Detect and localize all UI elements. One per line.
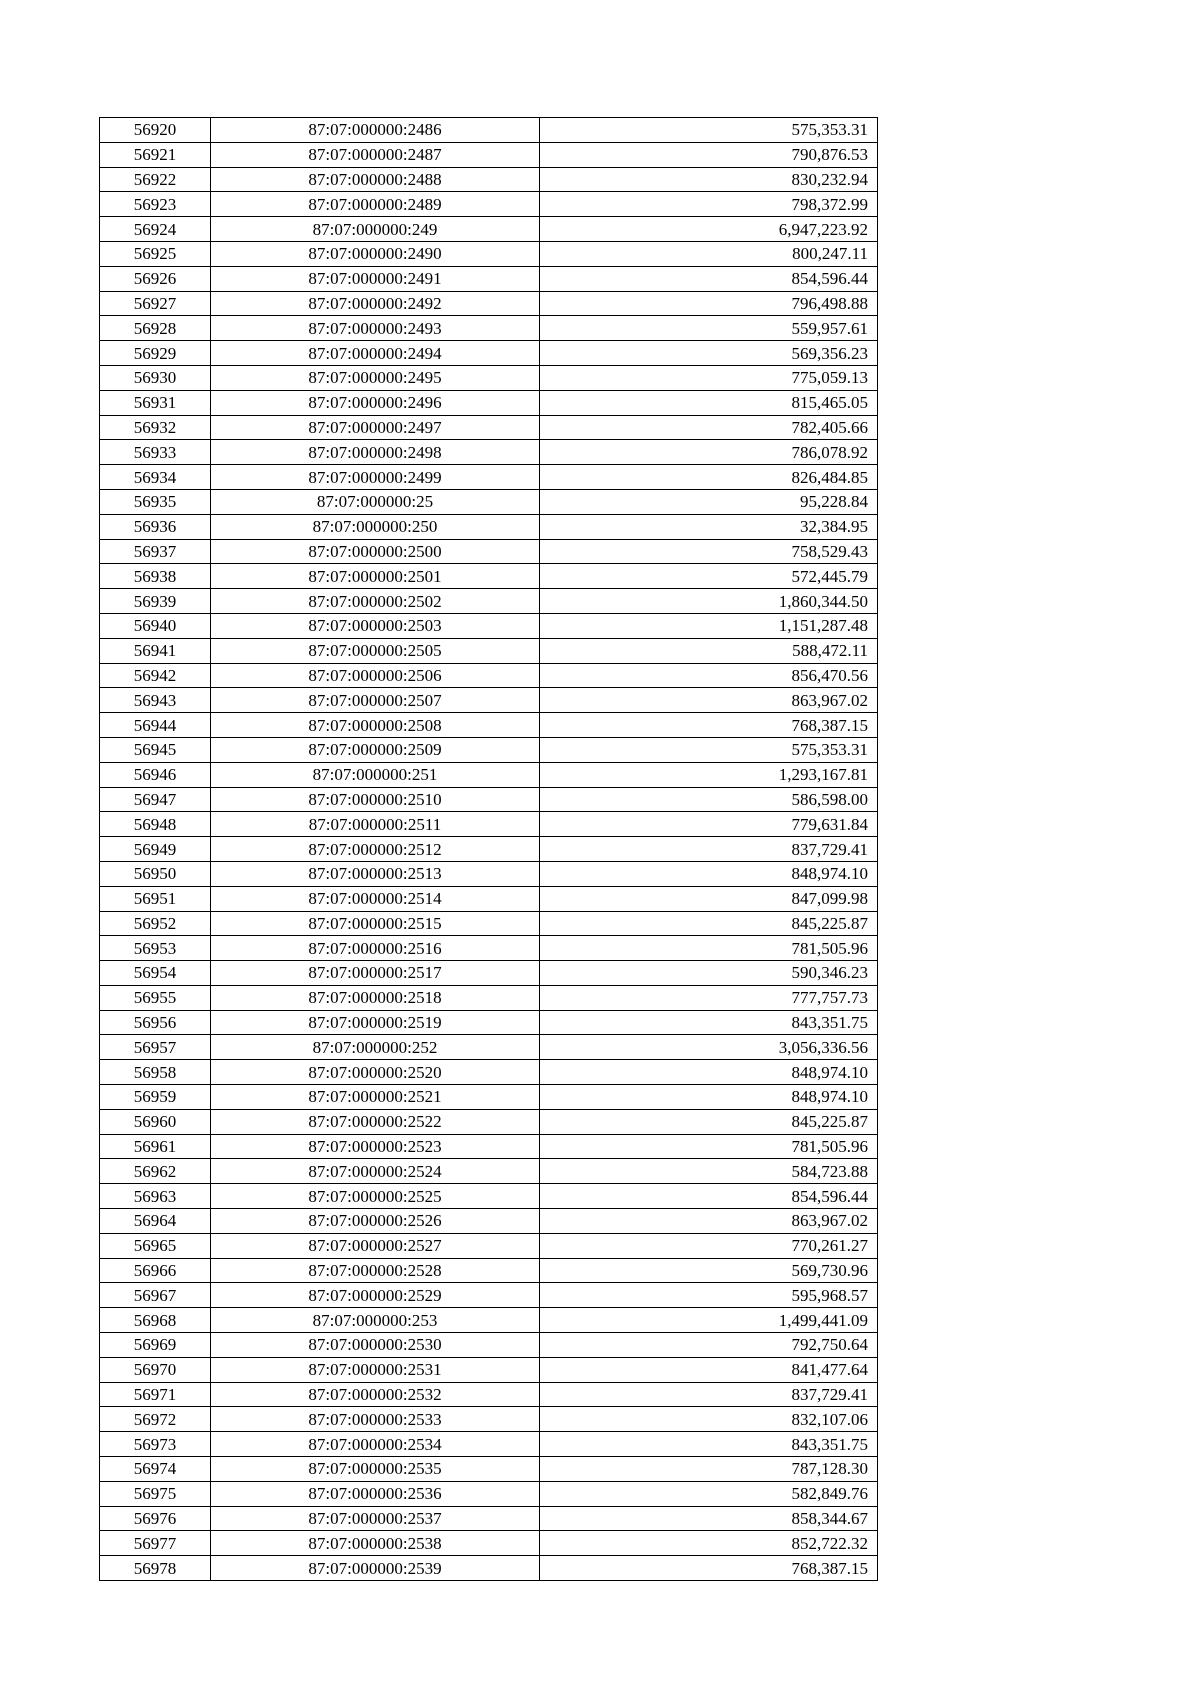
- cadastral-value-cell: 826,484.85: [540, 465, 878, 490]
- cadastral-number-cell: 87:07:000000:2488: [211, 167, 540, 192]
- table-row: [100, 1283, 878, 1308]
- table-row: [100, 1085, 878, 1110]
- table-row: [100, 589, 878, 614]
- row-number-cell: 56928: [100, 316, 211, 341]
- cadastral-value-cell: 837,729.41: [540, 1382, 878, 1407]
- cadastral-value-cell: 768,387.15: [540, 1556, 878, 1581]
- cadastral-value-cell: 863,967.02: [540, 1209, 878, 1234]
- table-row: [100, 1184, 878, 1209]
- table-row: [100, 564, 878, 589]
- cadastral-number-cell: 87:07:000000:253: [211, 1308, 540, 1333]
- cadastral-value-cell: 782,405.66: [540, 415, 878, 440]
- cadastral-number-cell: 87:07:000000:2526: [211, 1209, 540, 1234]
- cadastral-number-cell: 87:07:000000:2538: [211, 1531, 540, 1556]
- table-row: [100, 1407, 878, 1432]
- cadastral-number-cell: 87:07:000000:2487: [211, 142, 540, 167]
- cadastral-value-cell: 575,353.31: [540, 737, 878, 762]
- table-row: [100, 415, 878, 440]
- cadastral-value-cell: 586,598.00: [540, 787, 878, 812]
- table-row: [100, 1060, 878, 1085]
- row-number-cell: 56934: [100, 465, 211, 490]
- table-row: [100, 837, 878, 862]
- cadastral-number-cell: 87:07:000000:251: [211, 762, 540, 787]
- row-number-cell: 56961: [100, 1134, 211, 1159]
- cadastral-number-cell: 87:07:000000:250: [211, 514, 540, 539]
- cadastral-value-cell: 1,860,344.50: [540, 589, 878, 614]
- cadastral-value-cell: 1,293,167.81: [540, 762, 878, 787]
- cadastral-value-cell: 559,957.61: [540, 316, 878, 341]
- cadastral-number-cell: 87:07:000000:2523: [211, 1134, 540, 1159]
- cadastral-value-cell: 588,472.11: [540, 638, 878, 663]
- table-row: [100, 192, 878, 217]
- table-row: [100, 489, 878, 514]
- cadastral-number-cell: 87:07:000000:2529: [211, 1283, 540, 1308]
- table-body: [100, 118, 878, 1581]
- cadastral-value-cell: 787,128.30: [540, 1457, 878, 1482]
- cadastral-number-cell: 87:07:000000:252: [211, 1035, 540, 1060]
- table-row: [100, 1233, 878, 1258]
- row-number-cell: 56972: [100, 1407, 211, 1432]
- row-number-cell: 56927: [100, 291, 211, 316]
- row-number-cell: 56922: [100, 167, 211, 192]
- cadastral-value-cell: 770,261.27: [540, 1233, 878, 1258]
- row-number-cell: 56924: [100, 217, 211, 242]
- table-row: [100, 1035, 878, 1060]
- cadastral-value-cell: 863,967.02: [540, 688, 878, 713]
- cadastral-number-cell: 87:07:000000:2493: [211, 316, 540, 341]
- cadastral-number-cell: 87:07:000000:2497: [211, 415, 540, 440]
- table-row: [100, 440, 878, 465]
- table-row: [100, 1308, 878, 1333]
- cadastral-value-cell: 569,356.23: [540, 341, 878, 366]
- cadastral-value-cell: 582,849.76: [540, 1481, 878, 1506]
- table-row: [100, 985, 878, 1010]
- cadastral-value-cell: 32,384.95: [540, 514, 878, 539]
- row-number-cell: 56940: [100, 613, 211, 638]
- table-row: [100, 514, 878, 539]
- cadastral-value-cell: 1,151,287.48: [540, 613, 878, 638]
- cadastral-value-cell: 790,876.53: [540, 142, 878, 167]
- table-row: [100, 1357, 878, 1382]
- cadastral-value-cell: 843,351.75: [540, 1010, 878, 1035]
- table-row: [100, 1432, 878, 1457]
- cadastral-number-cell: 87:07:000000:2499: [211, 465, 540, 490]
- row-number-cell: 56931: [100, 390, 211, 415]
- row-number-cell: 56978: [100, 1556, 211, 1581]
- cadastral-number-cell: 87:07:000000:2515: [211, 911, 540, 936]
- cadastral-value-cell: 779,631.84: [540, 812, 878, 837]
- row-number-cell: 56951: [100, 886, 211, 911]
- cadastral-number-cell: 87:07:000000:2539: [211, 1556, 540, 1581]
- cadastral-number-cell: 87:07:000000:2500: [211, 539, 540, 564]
- cadastral-value-cell: 786,078.92: [540, 440, 878, 465]
- cadastral-value-cell: 798,372.99: [540, 192, 878, 217]
- cadastral-value-cell: 800,247.11: [540, 241, 878, 266]
- row-number-cell: 56920: [100, 118, 211, 143]
- row-number-cell: 56949: [100, 837, 211, 862]
- table-row: [100, 713, 878, 738]
- table-row: [100, 961, 878, 986]
- cadastral-value-cell: 830,232.94: [540, 167, 878, 192]
- cadastral-number-cell: 87:07:000000:2496: [211, 390, 540, 415]
- cadastral-value-cell: 584,723.88: [540, 1159, 878, 1184]
- row-number-cell: 56957: [100, 1035, 211, 1060]
- row-number-cell: 56947: [100, 787, 211, 812]
- cadastral-number-cell: 87:07:000000:2509: [211, 737, 540, 762]
- table-row: [100, 737, 878, 762]
- cadastral-value-cell: 575,353.31: [540, 118, 878, 143]
- row-number-cell: 56923: [100, 192, 211, 217]
- row-number-cell: 56946: [100, 762, 211, 787]
- table-row: [100, 787, 878, 812]
- row-number-cell: 56977: [100, 1531, 211, 1556]
- cadastral-value-cell: 848,974.10: [540, 861, 878, 886]
- table-row: [100, 1258, 878, 1283]
- row-number-cell: 56937: [100, 539, 211, 564]
- cadastral-number-cell: 87:07:000000:2534: [211, 1432, 540, 1457]
- cadastral-value-cell: 837,729.41: [540, 837, 878, 862]
- cadastral-value-cell: 781,505.96: [540, 936, 878, 961]
- table-row: [100, 638, 878, 663]
- row-number-cell: 56933: [100, 440, 211, 465]
- row-number-cell: 56952: [100, 911, 211, 936]
- cadastral-number-cell: 87:07:000000:249: [211, 217, 540, 242]
- cadastral-number-cell: 87:07:000000:2530: [211, 1333, 540, 1358]
- row-number-cell: 56962: [100, 1159, 211, 1184]
- cadastral-number-cell: 87:07:000000:2535: [211, 1457, 540, 1482]
- cadastral-value-cell: 3,056,336.56: [540, 1035, 878, 1060]
- cadastral-value-cell: 95,228.84: [540, 489, 878, 514]
- row-number-cell: 56925: [100, 241, 211, 266]
- cadastral-number-cell: 87:07:000000:2507: [211, 688, 540, 713]
- cadastral-number-cell: 87:07:000000:2532: [211, 1382, 540, 1407]
- row-number-cell: 56942: [100, 663, 211, 688]
- cadastral-value-cell: 848,974.10: [540, 1085, 878, 1110]
- row-number-cell: 56944: [100, 713, 211, 738]
- row-number-cell: 56921: [100, 142, 211, 167]
- row-number-cell: 56976: [100, 1506, 211, 1531]
- row-number-cell: 56955: [100, 985, 211, 1010]
- cadastral-value-cell: 572,445.79: [540, 564, 878, 589]
- table-row: [100, 142, 878, 167]
- cadastral-number-cell: 87:07:000000:2516: [211, 936, 540, 961]
- cadastral-value-cell: 569,730.96: [540, 1258, 878, 1283]
- cadastral-number-cell: 87:07:000000:2492: [211, 291, 540, 316]
- table-row: [100, 291, 878, 316]
- row-number-cell: 56967: [100, 1283, 211, 1308]
- cadastral-value-cell: 845,225.87: [540, 1109, 878, 1134]
- row-number-cell: 56964: [100, 1209, 211, 1234]
- row-number-cell: 56948: [100, 812, 211, 837]
- row-number-cell: 56960: [100, 1109, 211, 1134]
- cadastral-number-cell: 87:07:000000:2520: [211, 1060, 540, 1085]
- cadastral-value-cell: 858,344.67: [540, 1506, 878, 1531]
- row-number-cell: 56953: [100, 936, 211, 961]
- table-row: [100, 1506, 878, 1531]
- row-number-cell: 56973: [100, 1432, 211, 1457]
- cadastral-value-cell: 775,059.13: [540, 365, 878, 390]
- row-number-cell: 56965: [100, 1233, 211, 1258]
- row-number-cell: 56930: [100, 365, 211, 390]
- row-number-cell: 56968: [100, 1308, 211, 1333]
- cadastral-number-cell: 87:07:000000:2489: [211, 192, 540, 217]
- cadastral-number-cell: 87:07:000000:2514: [211, 886, 540, 911]
- cadastral-number-cell: 87:07:000000:2490: [211, 241, 540, 266]
- cadastral-value-cell: 595,968.57: [540, 1283, 878, 1308]
- cadastral-number-cell: 87:07:000000:2511: [211, 812, 540, 837]
- cadastral-value-cell: 758,529.43: [540, 539, 878, 564]
- table-row: [100, 1159, 878, 1184]
- cadastral-number-cell: 87:07:000000:2510: [211, 787, 540, 812]
- row-number-cell: 56939: [100, 589, 211, 614]
- cadastral-number-cell: 87:07:000000:2498: [211, 440, 540, 465]
- cadastral-number-cell: 87:07:000000:2528: [211, 1258, 540, 1283]
- cadastral-value-cell: 1,499,441.09: [540, 1308, 878, 1333]
- cadastral-number-cell: 87:07:000000:2521: [211, 1085, 540, 1110]
- table-row: [100, 390, 878, 415]
- cadastral-number-cell: 87:07:000000:2505: [211, 638, 540, 663]
- cadastral-number-cell: 87:07:000000:2517: [211, 961, 540, 986]
- cadastral-value-cell: 832,107.06: [540, 1407, 878, 1432]
- table-row: [100, 1333, 878, 1358]
- table-row: [100, 613, 878, 638]
- table-row: [100, 886, 878, 911]
- cadastral-number-cell: 87:07:000000:2513: [211, 861, 540, 886]
- cadastral-number-cell: 87:07:000000:2512: [211, 837, 540, 862]
- cadastral-value-cell: 792,750.64: [540, 1333, 878, 1358]
- row-number-cell: 56926: [100, 266, 211, 291]
- cadastral-number-cell: 87:07:000000:2506: [211, 663, 540, 688]
- table-row: [100, 861, 878, 886]
- table-row: [100, 688, 878, 713]
- table-row: [100, 539, 878, 564]
- row-number-cell: 56929: [100, 341, 211, 366]
- table-row: [100, 936, 878, 961]
- cadastral-value-cell: 847,099.98: [540, 886, 878, 911]
- row-number-cell: 56971: [100, 1382, 211, 1407]
- row-number-cell: 56963: [100, 1184, 211, 1209]
- cadastral-number-cell: 87:07:000000:2494: [211, 341, 540, 366]
- cadastral-number-cell: 87:07:000000:2508: [211, 713, 540, 738]
- cadastral-value-table: [99, 117, 878, 1581]
- row-number-cell: 56932: [100, 415, 211, 440]
- cadastral-number-cell: 87:07:000000:2524: [211, 1159, 540, 1184]
- row-number-cell: 56950: [100, 861, 211, 886]
- row-number-cell: 56956: [100, 1010, 211, 1035]
- row-number-cell: 56941: [100, 638, 211, 663]
- cadastral-value-cell: 848,974.10: [540, 1060, 878, 1085]
- cadastral-number-cell: 87:07:000000:2501: [211, 564, 540, 589]
- cadastral-number-cell: 87:07:000000:2537: [211, 1506, 540, 1531]
- cadastral-value-cell: 856,470.56: [540, 663, 878, 688]
- cadastral-number-cell: 87:07:000000:25: [211, 489, 540, 514]
- cadastral-value-cell: 841,477.64: [540, 1357, 878, 1382]
- row-number-cell: 56970: [100, 1357, 211, 1382]
- table-row: [100, 167, 878, 192]
- table-row: [100, 812, 878, 837]
- cadastral-value-cell: 845,225.87: [540, 911, 878, 936]
- cadastral-value-cell: 843,351.75: [540, 1432, 878, 1457]
- row-number-cell: 56974: [100, 1457, 211, 1482]
- table-row: [100, 465, 878, 490]
- row-number-cell: 56959: [100, 1085, 211, 1110]
- table-row: [100, 1531, 878, 1556]
- row-number-cell: 56935: [100, 489, 211, 514]
- cadastral-number-cell: 87:07:000000:2533: [211, 1407, 540, 1432]
- row-number-cell: 56954: [100, 961, 211, 986]
- cadastral-value-cell: 781,505.96: [540, 1134, 878, 1159]
- table-row: [100, 663, 878, 688]
- cadastral-number-cell: 87:07:000000:2527: [211, 1233, 540, 1258]
- cadastral-value-cell: 796,498.88: [540, 291, 878, 316]
- table-row: [100, 911, 878, 936]
- table-row: [100, 365, 878, 390]
- cadastral-number-cell: 87:07:000000:2486: [211, 118, 540, 143]
- table-row: [100, 1209, 878, 1234]
- cadastral-number-cell: 87:07:000000:2495: [211, 365, 540, 390]
- row-number-cell: 56945: [100, 737, 211, 762]
- cadastral-number-cell: 87:07:000000:2491: [211, 266, 540, 291]
- row-number-cell: 56936: [100, 514, 211, 539]
- table-row: [100, 1556, 878, 1581]
- table-row: [100, 217, 878, 242]
- cadastral-number-cell: 87:07:000000:2522: [211, 1109, 540, 1134]
- cadastral-value-cell: 854,596.44: [540, 266, 878, 291]
- row-number-cell: 56938: [100, 564, 211, 589]
- table-row: [100, 1134, 878, 1159]
- cadastral-value-cell: 777,757.73: [540, 985, 878, 1010]
- table-row: [100, 341, 878, 366]
- cadastral-number-cell: 87:07:000000:2519: [211, 1010, 540, 1035]
- table-row: [100, 1481, 878, 1506]
- cadastral-number-cell: 87:07:000000:2525: [211, 1184, 540, 1209]
- row-number-cell: 56958: [100, 1060, 211, 1085]
- table-row: [100, 1010, 878, 1035]
- cadastral-value-cell: 6,947,223.92: [540, 217, 878, 242]
- table-row: [100, 1457, 878, 1482]
- table-row: [100, 266, 878, 291]
- row-number-cell: 56943: [100, 688, 211, 713]
- cadastral-value-cell: 852,722.32: [540, 1531, 878, 1556]
- table-row: [100, 241, 878, 266]
- cadastral-number-cell: 87:07:000000:2503: [211, 613, 540, 638]
- row-number-cell: 56966: [100, 1258, 211, 1283]
- table-row: [100, 762, 878, 787]
- cadastral-value-cell: 815,465.05: [540, 390, 878, 415]
- table-row: [100, 1109, 878, 1134]
- row-number-cell: 56969: [100, 1333, 211, 1358]
- table-row: [100, 316, 878, 341]
- cadastral-number-cell: 87:07:000000:2518: [211, 985, 540, 1010]
- cadastral-number-cell: 87:07:000000:2536: [211, 1481, 540, 1506]
- row-number-cell: 56975: [100, 1481, 211, 1506]
- cadastral-number-cell: 87:07:000000:2502: [211, 589, 540, 614]
- cadastral-value-cell: 590,346.23: [540, 961, 878, 986]
- cadastral-number-cell: 87:07:000000:2531: [211, 1357, 540, 1382]
- cadastral-value-cell: 768,387.15: [540, 713, 878, 738]
- table-row: [100, 1382, 878, 1407]
- table-row: [100, 118, 878, 143]
- cadastral-value-cell: 854,596.44: [540, 1184, 878, 1209]
